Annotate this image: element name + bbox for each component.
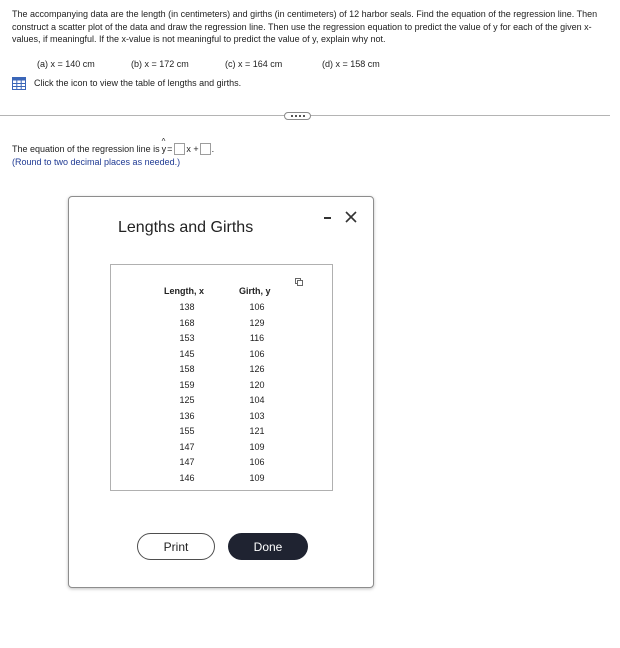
- length-cell: 147: [179, 441, 195, 452]
- view-table-link[interactable]: [12, 76, 241, 90]
- intercept-input[interactable]: [200, 143, 211, 155]
- data-table: [110, 264, 333, 491]
- problem-parts: [37, 59, 457, 73]
- girth-cell: 106: [249, 302, 265, 312]
- equation-prefix: The equation of the regression line is: [12, 144, 160, 154]
- done-button[interactable]: Done: [228, 533, 308, 560]
- girth-cell: 121: [249, 426, 265, 437]
- table-icon[interactable]: [12, 77, 26, 90]
- girth-cell: 106: [249, 457, 265, 468]
- length-cell: 147: [179, 457, 195, 468]
- length-cell: 155: [179, 426, 195, 437]
- minimize-icon[interactable]: [321, 214, 333, 222]
- print-button[interactable]: Print: [137, 533, 215, 560]
- close-icon[interactable]: [344, 210, 358, 224]
- equation-period: .: [211, 144, 215, 154]
- problem-text: The accompanying data are the length (in centimeters) and girths (in centimeters) of 12 harbor seals. Find the equation of the regression line. Then construct a scatter plot of the data and draw the regression line. Then use the regression equation to predict the value of y for each of the given x-values, if meaningful. If the x-value is not meaningful to predict the value of y, explain why not.: [12, 9, 598, 44]
- more-dots-icon[interactable]: [284, 112, 311, 120]
- length-cell: 153: [179, 333, 195, 344]
- problem-statement: [12, 8, 604, 46]
- round-note: (Round to two decimal places as needed.): [12, 157, 181, 167]
- length-cell: 136: [179, 410, 195, 421]
- length-cell: 138: [179, 302, 195, 312]
- girth-cell: 104: [249, 395, 265, 406]
- x-term: x +: [186, 144, 199, 154]
- equation-area: [12, 142, 214, 168]
- slope-input[interactable]: [174, 143, 185, 155]
- girth-column: [237, 302, 277, 489]
- dialog-title: Lengths and Girths: [118, 219, 254, 236]
- girth-cell: 109: [249, 473, 265, 484]
- length-cell: 125: [179, 395, 195, 406]
- girth-cell: 116: [249, 333, 265, 344]
- part-b: (b) x = 172 cm: [131, 59, 189, 69]
- y-hat-symbol: ^ y: [162, 143, 167, 155]
- equals-sign: =: [167, 144, 173, 154]
- girth-cell: 103: [249, 410, 265, 421]
- lengths-girths-dialog: [68, 196, 374, 588]
- part-c: (c) x = 164 cm: [225, 59, 283, 69]
- girth-cell: 120: [249, 379, 265, 390]
- length-cell: 159: [179, 379, 195, 390]
- length-cell: 146: [179, 473, 195, 484]
- length-header: Length, x: [164, 286, 204, 296]
- length-cell: 168: [179, 317, 195, 328]
- girth-cell: 129: [249, 317, 265, 328]
- part-d: (d) x = 158 cm: [322, 59, 380, 69]
- length-cell: 145: [179, 348, 195, 359]
- part-a: (a) x = 140 cm: [37, 59, 95, 69]
- girth-cell: 126: [249, 364, 265, 375]
- girth-cell: 106: [249, 348, 265, 359]
- table-link-label: Click the icon to view the table of lengths and girths.: [34, 78, 242, 88]
- length-column: [167, 302, 207, 489]
- girth-cell: 109: [249, 441, 265, 452]
- length-cell: 158: [179, 364, 195, 375]
- equation-line: [12, 142, 214, 156]
- girth-header: Girth, y: [239, 286, 271, 296]
- copy-icon[interactable]: [295, 273, 303, 281]
